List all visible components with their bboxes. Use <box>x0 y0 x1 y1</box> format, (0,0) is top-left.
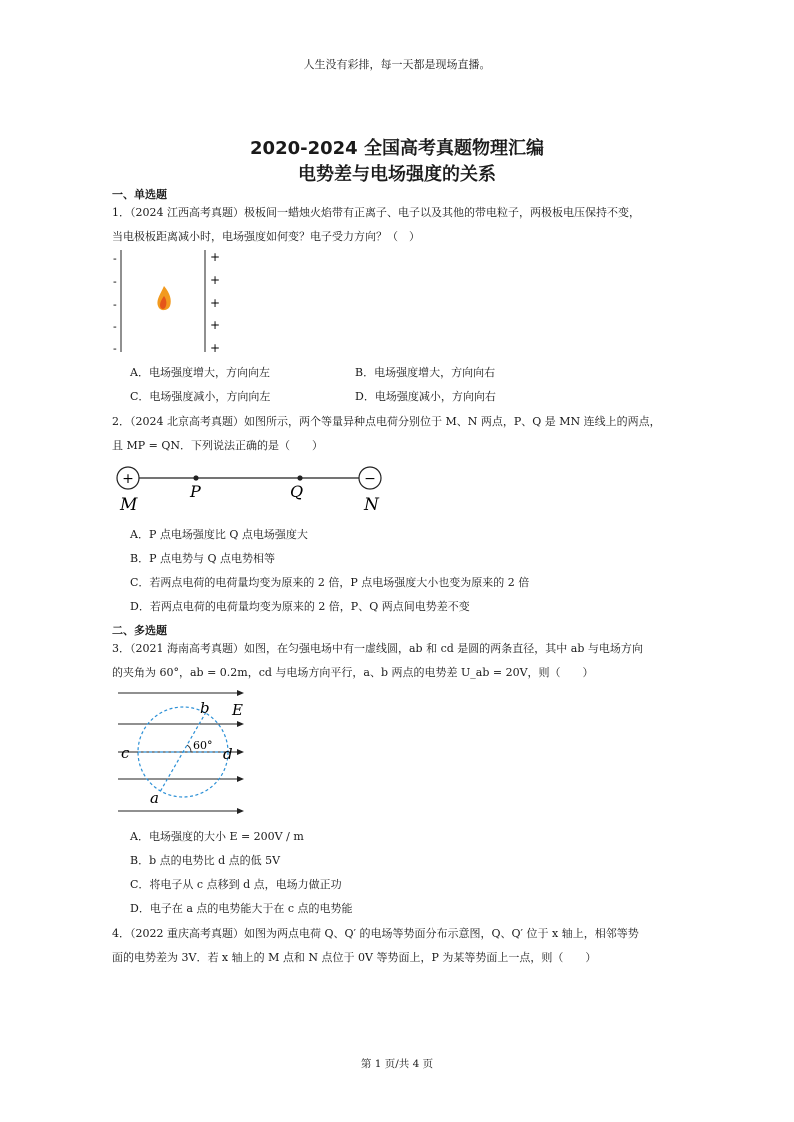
q1-text-line2: 当电极板距离减小时，电场强度如何变？电子受力方向？（ ） <box>112 230 420 243</box>
minus-sign: - <box>113 298 117 311</box>
angle-arc <box>187 745 191 752</box>
angle-label: 60° <box>193 739 213 752</box>
q2-option-b[interactable]: B．P 点电势与 Q 点电势相等 <box>130 552 275 565</box>
page-header: 人生没有彩排，每一天都是现场直播。 <box>303 58 491 71</box>
minus-label: − <box>364 471 376 487</box>
q3-option-a[interactable]: A．电场强度的大小 E = 200V / m <box>130 830 304 843</box>
q2-figure <box>110 460 400 516</box>
label-a: a <box>150 789 159 807</box>
plus-sign: + <box>210 318 221 332</box>
q4-text-line2: 面的电势差为 3V．若 x 轴上的 M 点和 N 点位于 0V 等势面上，P 为某等势面上一点，则（ ） <box>112 951 597 964</box>
q2-option-a[interactable]: A．P 点电场强度比 Q 点电场强度大 <box>130 528 308 541</box>
section-single-choice: 一、单选题 <box>112 188 167 201</box>
minus-sign: - <box>113 275 117 288</box>
q1-text-line1: 1．（2024 江西高考真题）极板间一蜡烛火焰带有正离子、电子以及其他的带电粒子，两极板电压保持不变， <box>112 206 640 219</box>
q2-option-d[interactable]: D．若两点电荷的电荷量均变为原来的 2 倍，P、Q 两点间电势差不变 <box>130 600 470 613</box>
label-c: c <box>121 744 130 762</box>
minus-sign: - <box>113 342 117 355</box>
q2-option-c[interactable]: C．若两点电荷的电荷量均变为原来的 2 倍，P 点电场强度大小也变为原来的 2 倍 <box>130 576 530 589</box>
label-p: P <box>190 482 201 501</box>
point-p <box>193 475 198 480</box>
q3-text-line2: 的夹角为 60°，ab = 0.2m，cd 与电场方向平行，a、b 两点的电势差 U_ab = 20V，则（ ） <box>112 666 594 679</box>
minus-sign: - <box>113 252 117 265</box>
label-m: M <box>120 495 138 515</box>
q1-option-c[interactable]: C．电场强度减小，方向向左 <box>130 390 271 403</box>
minus-sign: - <box>113 320 117 333</box>
q3-figure <box>110 684 260 814</box>
plus-sign: + <box>210 341 221 355</box>
plus-label: + <box>122 471 134 487</box>
q3-text-line1: 3．（2021 海南高考真题）如图，在匀强电场中有一虚线圆，ab 和 cd 是圆的两条直径，其中 ab 与电场方向 <box>112 642 643 655</box>
q1-option-a[interactable]: A．电场强度增大，方向向左 <box>130 366 270 379</box>
label-e: E <box>232 701 243 719</box>
label-d: d <box>223 745 233 763</box>
doc-subtitle: 电势差与电场强度的关系 <box>298 164 496 185</box>
q2-text-line1: 2．（2024 北京高考真题）如图所示，两个等量异种点电荷分别位于 M、N 两点，P、Q 是 MN 连线上的两点， <box>112 415 661 428</box>
label-b: b <box>200 699 210 717</box>
q1-figure <box>110 248 230 358</box>
q2-text-line2: 且 MP = QN．下列说法正确的是（ ） <box>112 439 324 452</box>
doc-title: 2020-2024 全国高考真题物理汇编 <box>250 138 544 159</box>
section-multi-choice: 二、多选题 <box>112 624 167 637</box>
plus-sign: + <box>210 250 221 264</box>
q3-option-b[interactable]: B．b 点的电势比 d 点的低 5V <box>130 854 281 867</box>
label-q: Q <box>290 482 304 501</box>
plus-sign: + <box>210 273 221 287</box>
q4-text-line1: 4．（2022 重庆高考真题）如图为两点电荷 Q、Q′ 的电场等势面分布示意图，Q、Q′ 位于 x 轴上，相邻等势 <box>112 927 639 940</box>
q3-option-d[interactable]: D．电子在 a 点的电势能大于在 c 点的电势能 <box>130 902 353 915</box>
label-n: N <box>364 495 379 515</box>
page-number: 第 1 页/共 4 页 <box>360 1058 434 1070</box>
flame-icon <box>157 286 170 310</box>
q3-option-c[interactable]: C．将电子从 c 点移到 d 点，电场力做正功 <box>130 878 342 891</box>
q1-option-b[interactable]: B．电场强度增大，方向向右 <box>355 366 496 379</box>
q1-option-d[interactable]: D．电场强度减小，方向向右 <box>355 390 496 403</box>
point-q <box>297 475 302 480</box>
plus-sign: + <box>210 296 221 310</box>
